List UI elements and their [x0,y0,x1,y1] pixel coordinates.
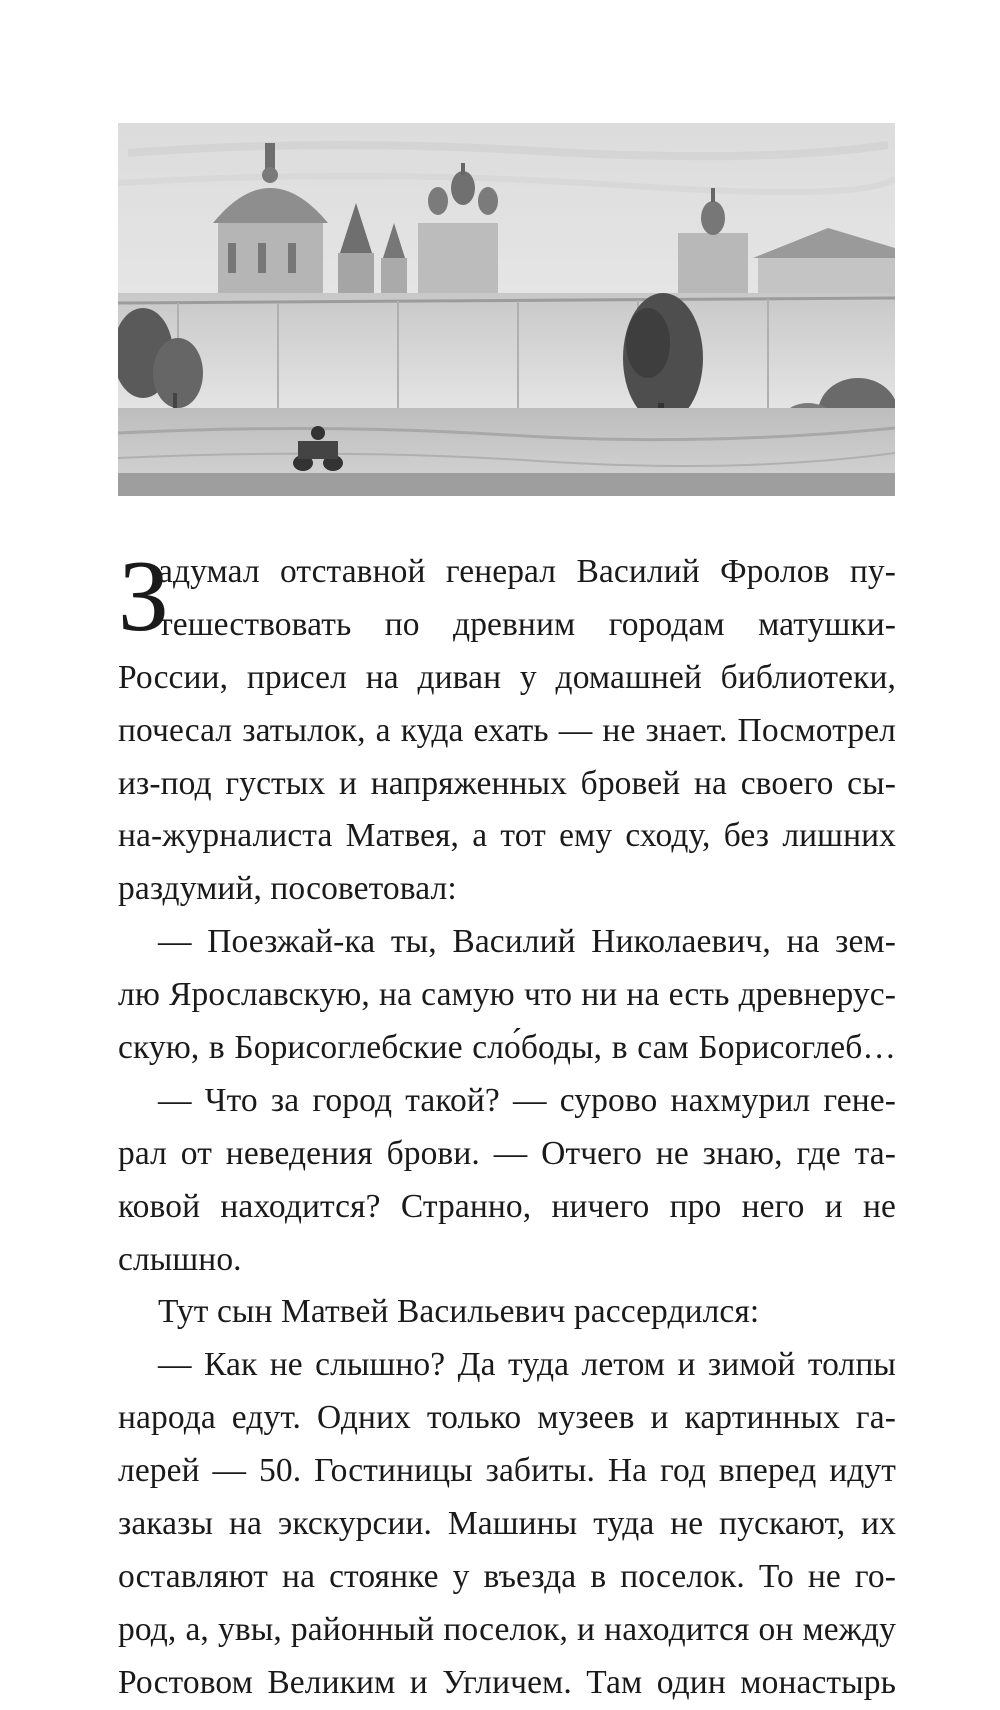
text-line: на-журналиста Матвея, а тот ему сходу, без лишних [118,817,896,855]
text-line: — Поезжай-ка ты, Василий Николаевич, на зем- [158,923,896,961]
text-line: из-под густых и напряженных бровей на своего сы- [118,764,896,802]
text-line: тешествовать по древним городам матушки- [158,605,896,643]
text-line: Ростовом Великим и Угличем. Там один монастырь [118,1663,896,1701]
text-line: России, присел на диван у домашней библиотеки, [118,658,896,696]
text-line: род, а, увы, районный поселок, и находится он между [118,1610,896,1648]
text-line: раздумий, посоветовал: [118,870,457,908]
text-line: ковой находится? Странно, ничего про него и не [118,1187,896,1225]
monastery-illustration [118,123,895,496]
text-line: лю Ярославскую, на самую что ни на есть древнерус- [118,976,896,1014]
text-line: слышно. [118,1240,242,1278]
story-text [118,540,896,1710]
text-line: Тут сын Матвей Васильевич рассердился: [158,1293,760,1331]
text-line: адумал отставной генерал Василий Фролов пу- [158,553,896,590]
text-line: почесал затылок, а куда ехать — не знает. Посмотрел [118,711,896,749]
text-line: скую, в Борисоглебские сло́боды, в сам Борисоглеб… [118,1029,896,1067]
drop-cap: З [118,540,170,653]
text-line: оставляют на стоянке у въезда в поселок. То не го- [118,1557,896,1595]
text-line: заказы на экскурсии. Машины туда не пускают, их [118,1505,896,1543]
text-line: — Что за город такой? — сурово нахмурил гене- [158,1081,896,1119]
text-line: — Как не слышно? Да туда летом и зимой толпы [158,1346,896,1384]
text-line: рал от неведения брови. — Отчего не знаю, где та- [118,1134,896,1172]
text-line: лерей — 50. Гостиницы забиты. На год вперед идут [118,1452,896,1490]
text-line: народа едут. Одних только музеев и картинных га- [118,1399,896,1437]
